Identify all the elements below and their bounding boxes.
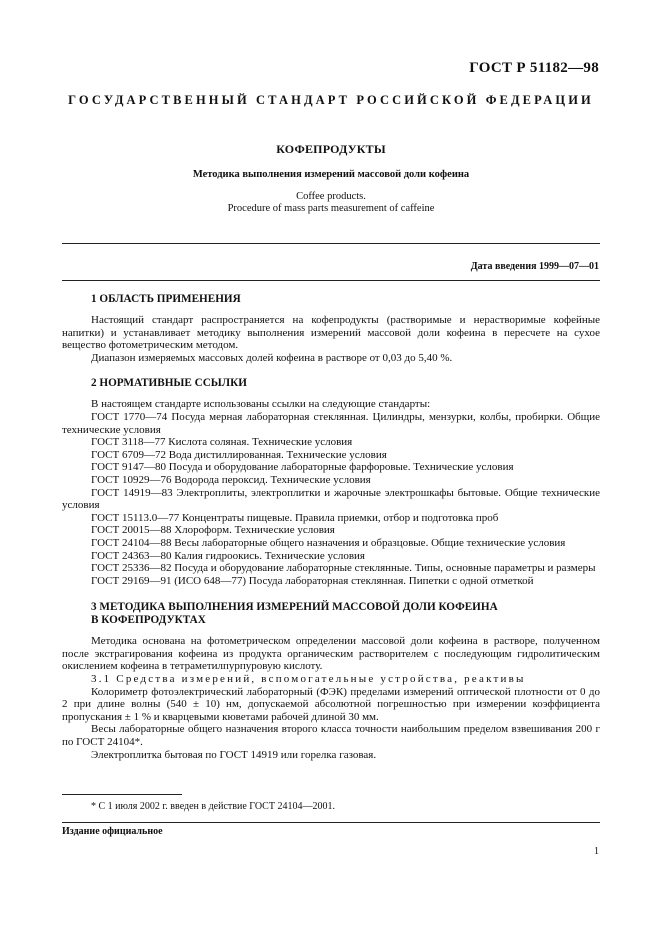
section3-heading-line-1: 3 МЕТОДИКА ВЫПОЛНЕНИЯ ИЗМЕРЕНИЙ МАССОВОЙ ДОЛИ КОФЕИНА — [91, 601, 498, 614]
footnote: * С 1 июля 2002 г. введен в действие ГОСТ 24104—2001. — [91, 801, 335, 812]
title-block — [62, 142, 600, 215]
content — [62, 293, 600, 761]
reference-item: ГОСТ 15113.0—77 Концентраты пищевые. Правила приемки, отбор и подготовка проб — [91, 511, 499, 524]
page-number: 1 — [594, 846, 599, 857]
section1-paragraph: Диапазон измеряемых массовых долей кофеина в растворе от 0,03 до 5,40 %. — [91, 351, 453, 364]
section3-paragraph: Весы лабораторные общего назначения второго класса точности наибольшим пределом взвешивания 200 г по ГОСТ 24104*. — [62, 723, 600, 749]
section1-heading: 1 ОБЛАСТЬ ПРИМЕНЕНИЯ — [91, 293, 241, 305]
effective-date: Дата введения 1999—07—01 — [470, 261, 599, 272]
title-sub: Методика выполнения измерений массовой доли кофеина — [192, 169, 470, 180]
section3-heading-line-2: В КОФЕПРОДУКТАХ — [91, 614, 206, 627]
reference-item: ГОСТ 25336—82 Посуда и оборудование лабораторные стеклянные. Типы, основные параметры и размеры — [91, 562, 596, 575]
reference-item: ГОСТ 10929—76 Водорода пероксид. Технические условия — [91, 473, 371, 486]
standard-line: ГОСУДАРСТВЕННЫЙ СТАНДАРТ РОССИЙСКОЙ ФЕДЕРАЦИИ — [68, 93, 594, 107]
edition-rule — [62, 822, 600, 823]
section2-heading: 2 НОРМАТИВНЫЕ ССЫЛКИ — [91, 377, 247, 390]
gost-code: ГОСТ Р 51182—98 — [469, 60, 599, 76]
title-main: КОФЕПРОДУКТЫ — [276, 142, 386, 156]
title-en-line-1: Coffee products. — [296, 191, 366, 202]
reference-item: ГОСТ 9147—80 Посуда и оборудование лабораторные фарфоровые. Технические условия — [91, 461, 514, 474]
reference-item: ГОСТ 14919—83 Электроплиты, электроплитки и жарочные электрошкафы бытовые. Общие технические условия — [62, 486, 600, 512]
section1-paragraph: Настоящий стандарт распространяется на кофепродукты (растворимые и нерастворимые кофейные напитки) и устанавливает методику выполнения измерений массовой доли кофеина в пересчете на сухое вещество фотометрическим методом. — [62, 314, 600, 352]
section3-paragraph: Колориметр фотоэлектрический лабораторный (ФЭК) пределами измерений оптической плотности от 0 до 2 при длине волны (540 ± 10) нм, допускаемой абсолютной погрешностью при измерении коэффициента пропускания ± 1 % и кварцевыми кюветами рабочей длиной 30 мм. — [62, 685, 600, 723]
reference-item: ГОСТ 1770—74 Посуда мерная лабораторная стеклянная. Цилиндры, мензурки, колбы, пробирки. Общие технические условия — [62, 410, 600, 436]
reference-item: ГОСТ 24104—88 Весы лабораторные общего назначения и образцовые. Общие технические условия — [91, 536, 566, 549]
section3-subheading: 3.1 Средства измерений, вспомогательные устройства, реактивы — [91, 673, 526, 686]
reference-item: ГОСТ 20015—88 Хлороформ. Технические условия — [91, 524, 335, 537]
title-en — [62, 191, 600, 215]
divider-bottom — [62, 280, 600, 281]
reference-item: ГОСТ 24363—80 Калия гидроокись. Технические условия — [91, 549, 365, 562]
section3-paragraph: Методика основана на фотометрическом определении массовой доли кофеина в растворе, полученном после экстрагирования кофеина из продукта органическим растворителем с последующим гидролитическим окислением кофеина в тетраметилпурпуровую кислоту. — [62, 635, 600, 673]
reference-item: ГОСТ 6709—72 Вода дистиллированная. Технические условия — [91, 448, 387, 461]
section3-paragraph: Электроплитка бытовая по ГОСТ 14919 или горелка газовая. — [91, 748, 377, 761]
footnote-rule — [62, 794, 182, 795]
reference-item: ГОСТ 3118—77 Кислота соляная. Технические условия — [91, 436, 353, 449]
edition-label: Издание официальное — [62, 826, 163, 837]
reference-item: ГОСТ 29169—91 (ИСО 648—77) Посуда лабораторная стеклянная. Пипетки с одной отметкой — [91, 574, 534, 587]
title-en-line-2: Procedure of mass parts measurement of caffeine — [227, 203, 435, 214]
divider-top — [62, 243, 600, 244]
section2-intro: В настоящем стандарте использованы ссылки на следующие стандарты: — [91, 398, 431, 411]
section3-heading — [62, 601, 600, 627]
